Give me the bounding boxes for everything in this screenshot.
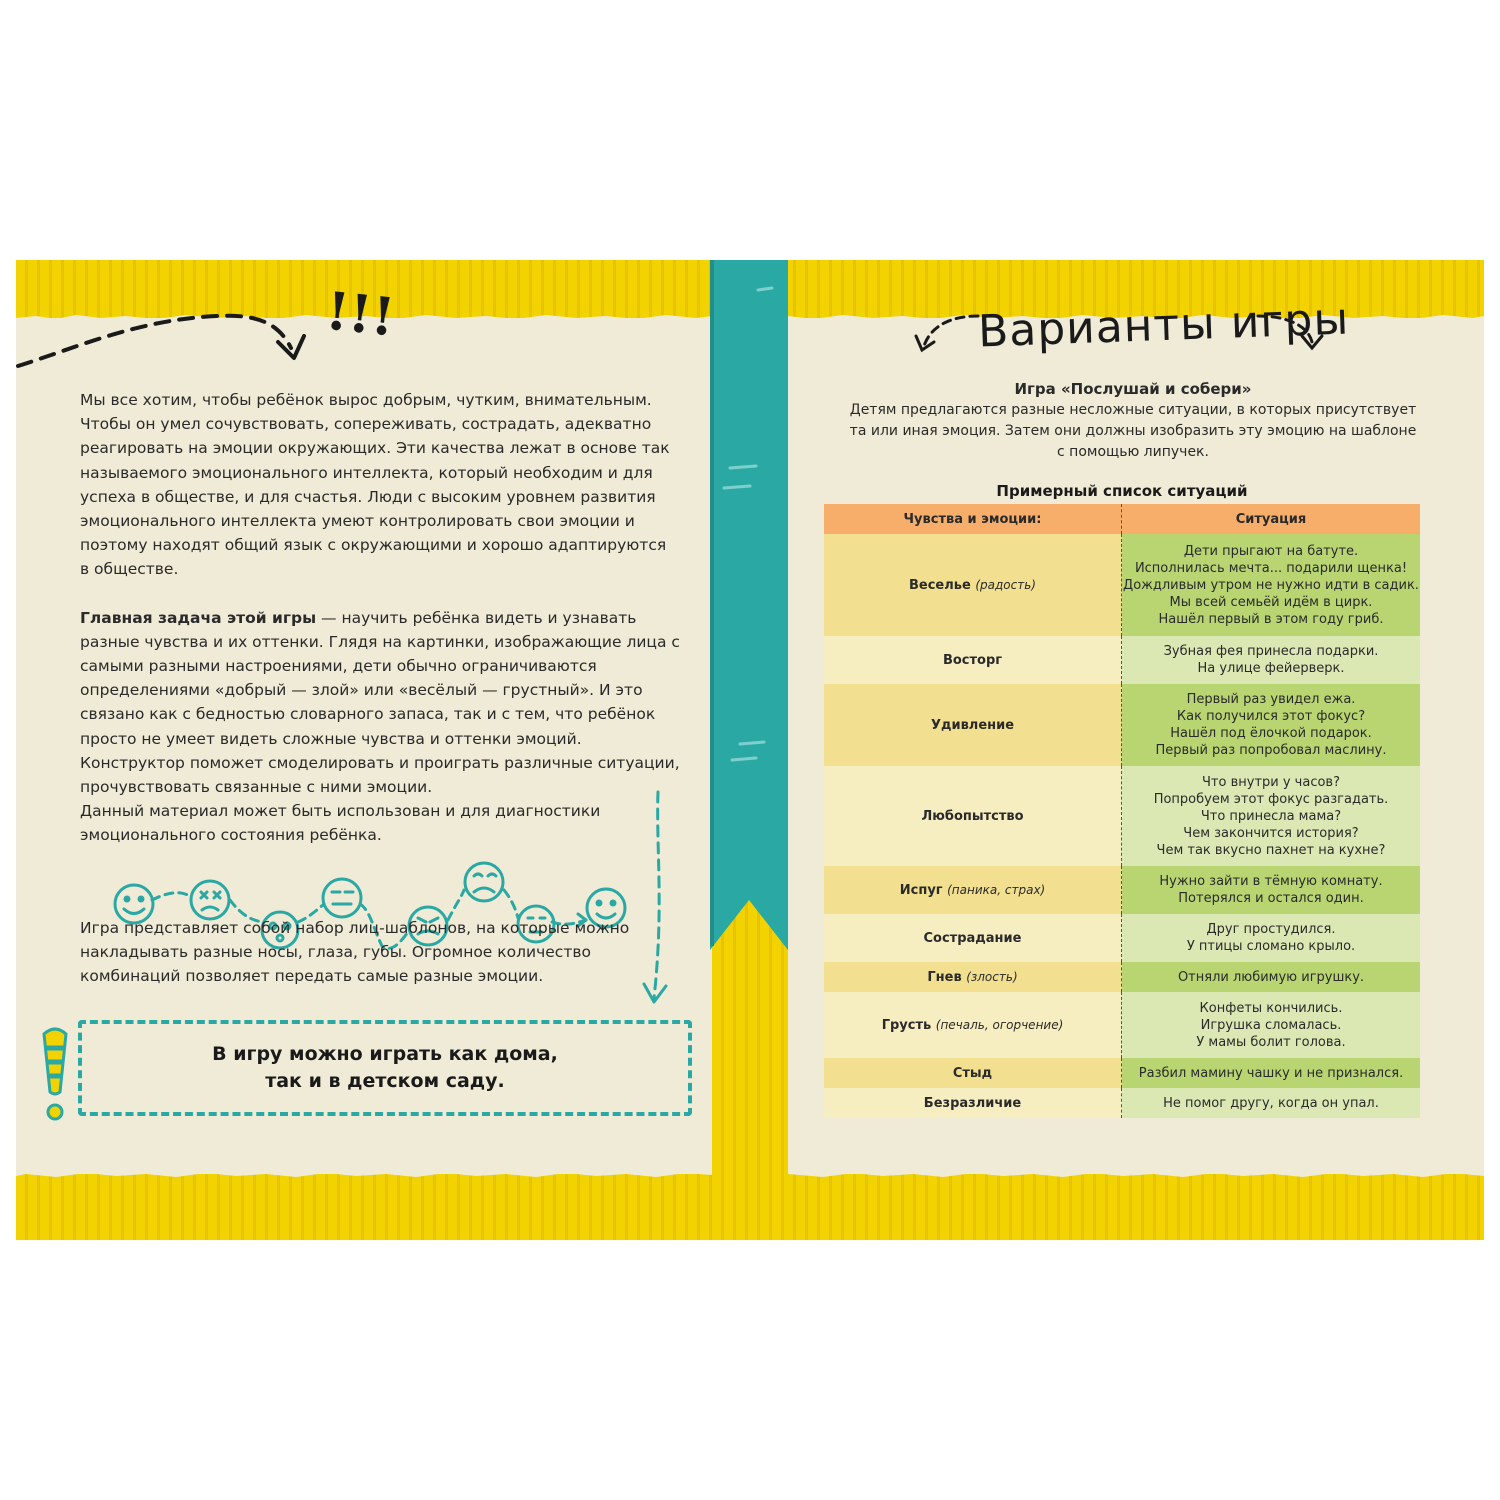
situation-line: Друг простудился. (1206, 922, 1336, 937)
situation-line: Дети прыгают на батуте. (1183, 543, 1359, 559)
situation-cell (1122, 766, 1420, 866)
situation-line: Мы всей семьёй идём в цирк. (1169, 594, 1373, 610)
emotion-cell (824, 1088, 1122, 1118)
emotion-note: (паника, страх) (947, 882, 1046, 897)
table-row (824, 866, 1420, 914)
situation-line: Не помог другу, когда он упал. (1163, 1095, 1379, 1111)
emotion-line (882, 1017, 1064, 1034)
outro-text: Игра представляет собой набор лиц-шаблонов, на которые можно накладывать разные носы, глаза, губы. Огромное количество комбинаций позволяет передать самые разные эмоции. (80, 919, 630, 986)
emotion-line (900, 882, 1045, 899)
situation-line: Конфеты кончились. (1199, 1000, 1343, 1016)
emotion-cell (824, 866, 1122, 914)
situation-line: Нашёл под ёлочкой подарок. (1170, 726, 1372, 741)
intro-text (80, 388, 680, 848)
game-desc-line-1: Детям предлагаются разные несложные ситуации, в которых присутствует (849, 402, 1417, 418)
table-row (824, 534, 1420, 636)
bookmark-ribbon-icon (710, 260, 788, 960)
situation-line: Зубная фея принесла подарки. (1163, 644, 1379, 659)
exclamation-marks: !!! (322, 280, 398, 349)
emotion-name: Испуг (899, 882, 943, 898)
situation-line: Нужно зайти в тёмную комнату. (1159, 874, 1383, 889)
table-row (824, 962, 1420, 992)
table-row (824, 684, 1420, 766)
emotion-name: Любопытство (921, 808, 1024, 824)
table-header-row (824, 504, 1420, 534)
situation-cell (1122, 1088, 1420, 1118)
emotion-line (943, 652, 1002, 669)
emotion-name: Удивление (930, 717, 1015, 733)
situation-line: Дождливым утром не нужно идти в садик. (1123, 577, 1419, 593)
smiley-face-icon (191, 881, 229, 919)
emotion-line (953, 1065, 992, 1082)
emotion-cell (824, 766, 1122, 866)
situation-line: Чем так вкусно пахнет на кухне? (1156, 842, 1386, 858)
situation-cell (1122, 866, 1420, 914)
intro-paragraph-3: Данный материал может быть использован и для диагностики эмоционального состояния ребёнка. (80, 802, 601, 845)
right-page (788, 293, 1484, 1174)
situations-table (824, 504, 1420, 1118)
situation-line: Исполнилась мечта... подарили щенка! (1134, 560, 1408, 576)
situation-line: На улице фейерверк. (1197, 661, 1345, 676)
callout-box (78, 1020, 692, 1116)
emotion-line (909, 577, 1036, 594)
situation-line: Как получился этот фокус? (1176, 709, 1366, 724)
game-title: Игра «Послушай и собери» (1014, 380, 1252, 398)
situation-line: Первый раз попробовал маслину. (1155, 743, 1387, 758)
situation-cell (1122, 534, 1420, 636)
table-row (824, 766, 1420, 866)
left-page (16, 280, 712, 1174)
emotion-name: Сострадание (923, 930, 1022, 946)
table-row (824, 636, 1420, 684)
dashed-arrow-icon (638, 788, 678, 1018)
smiley-face-icon (465, 863, 503, 901)
emotion-line (924, 1095, 1021, 1112)
emotion-cell (824, 992, 1122, 1058)
emotion-note: (радость) (975, 577, 1036, 592)
emotion-name: Грусть (881, 1017, 932, 1033)
situation-line: У мамы болит голова. (1196, 1034, 1346, 1050)
situation-cell (1122, 636, 1420, 684)
torn-edge-bottom (788, 1170, 1484, 1188)
intro-paragraph-1: Мы все хотим, чтобы ребёнок вырос добрым, чутким, внимательным. Чтобы он умел сочувствовать, сопереживать, сострадать, адекватно реагировать на эмоции окружающих. Эти качества лежат в основе так называемого эмоционального интеллекта, который необходим и для успеха в обществе, и для счастья. Люди с высоким уровнем развития эмоционального интеллекта умеют контролировать свои эмоции и поэтому находят общий язык с окружающими и хорошо адаптируются в обществе. (80, 391, 670, 579)
emotion-name: Веселье (909, 577, 971, 593)
emotion-name: Восторг (942, 652, 1003, 668)
situation-line: У птицы сломано крыло. (1186, 939, 1356, 954)
table-row (824, 1058, 1420, 1088)
situation-line: Попробуем этот фокус разгадать. (1153, 791, 1389, 807)
emotion-cell (824, 684, 1122, 766)
emotion-line (921, 808, 1023, 825)
emotion-cell (824, 636, 1122, 684)
situation-line: Разбил мамину чашку и не признался. (1138, 1065, 1404, 1081)
game-desc-line-3: с помощью липучек. (1057, 444, 1209, 460)
emotion-name: Гнев (927, 969, 962, 985)
callout-line-2: так и в детском саду. (265, 1070, 505, 1092)
table-title: Примерный список ситуаций (996, 482, 1248, 500)
emotion-cell (824, 1058, 1122, 1088)
situation-cell (1122, 1058, 1420, 1088)
situation-line: Первый раз увидел ежа. (1186, 692, 1356, 707)
emotion-cell (824, 914, 1122, 962)
smiley-face-icon (323, 879, 361, 917)
situation-line: Отняли любимую игрушку. (1177, 969, 1365, 985)
situation-cell (1122, 914, 1420, 962)
intro-bold-lead: Главная задача этой игры (80, 608, 317, 627)
situation-cell (1122, 962, 1420, 992)
emotion-line (931, 717, 1014, 734)
intro-paragraph-2-text: — научить ребёнка видеть и узнавать разные чувства и их оттенки. Глядя на картинки, изображающие лица с самыми разными настроениями, дети обычно ограничиваются определениями «добрый — злой» или «весёлый — грустный». И это связано как с бедностью словарного запаса, так и с тем, что ребёнок просто не умеет видеть сложные чувства и оттенки эмоций. Конструктор поможет смоделировать и проиграть различные ситуации, прочувствовать связанные с ними эмоции. (80, 608, 680, 797)
column-header-feelings: Чувства и эмоции: (824, 504, 1122, 534)
situation-line: Что принесла мама? (1200, 808, 1342, 824)
game-description (828, 378, 1438, 463)
table-row (824, 914, 1420, 962)
emotion-note: (печаль, огорчение) (935, 1017, 1064, 1032)
situation-cell (1122, 992, 1420, 1058)
emotion-cell (824, 962, 1122, 992)
emotion-note: (злость) (966, 969, 1018, 984)
situation-cell (1122, 684, 1420, 766)
situation-line: Нашёл первый в этом году гриб. (1158, 611, 1384, 627)
situation-line: Игрушка сломалась. (1200, 1017, 1342, 1033)
torn-edge-bottom (16, 1170, 712, 1188)
emotion-line (924, 930, 1022, 947)
table-row (824, 992, 1420, 1058)
emotion-cell (824, 534, 1122, 636)
exclamation-icon (40, 1026, 70, 1122)
situation-line: Что внутри у часов? (1202, 774, 1340, 790)
game-desc-line-2: та или иная эмоция. Затем они должны изобразить эту эмоцию на шаблоне (849, 423, 1417, 439)
column-header-situation: Ситуация (1122, 504, 1420, 534)
callout-line-1: В игру можно играть как дома, (212, 1043, 558, 1065)
emotion-name: Безразличие (923, 1095, 1022, 1111)
emotion-name: Стыд (952, 1065, 993, 1081)
intro-paragraph-2 (80, 606, 680, 800)
page-title: Варианты игры (977, 293, 1350, 358)
situation-line: Чем закончится история? (1183, 825, 1359, 841)
book-spread (16, 260, 1484, 1240)
emotion-line (927, 969, 1017, 986)
situation-line: Потерялся и остался один. (1178, 891, 1364, 906)
table-row (824, 1088, 1420, 1118)
